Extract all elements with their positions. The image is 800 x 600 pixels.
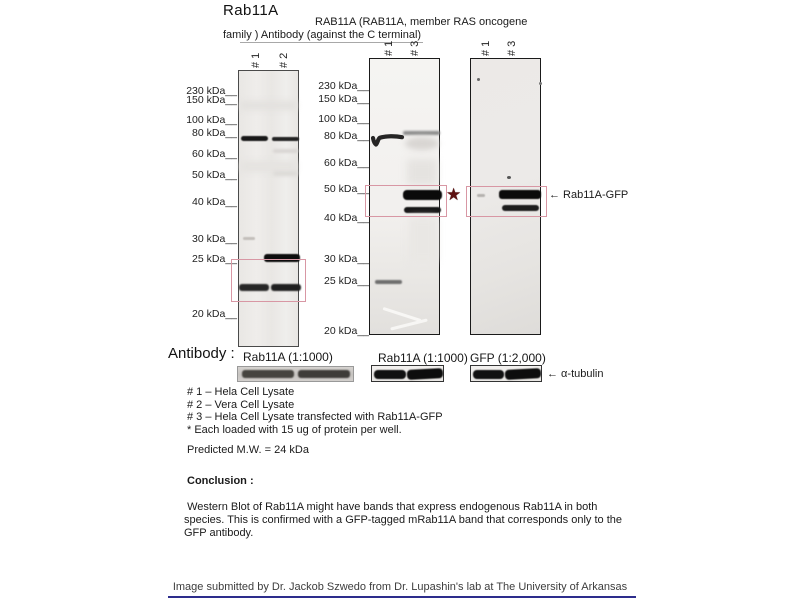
highlight-box-panel3 bbox=[466, 186, 547, 217]
figure-title: Rab11A bbox=[223, 2, 279, 19]
tubulin-blot-panel2 bbox=[371, 365, 444, 382]
legend-line-4: * Each loaded with 15 ug of protein per well. bbox=[187, 423, 402, 436]
tubulin-band bbox=[374, 370, 406, 379]
faint-band-30kda bbox=[243, 237, 255, 240]
legend-line-2: # 2 – Vera Cell Lysate bbox=[187, 398, 295, 411]
legend-line-3: # 3 – Hela Cell Lysate transfected with Rab11A-GFP bbox=[187, 411, 443, 423]
panel2-lane-label-2: # 3 bbox=[409, 40, 421, 56]
mw-marker: 230 kDa__ bbox=[186, 85, 237, 97]
gel-scratch bbox=[390, 318, 428, 330]
antibody-label-panel3: GFP (1:2,000) bbox=[470, 351, 546, 365]
faint-band-25kda-lane1 bbox=[375, 280, 402, 284]
submission-credit: Image submitted by Dr. Jackob Szwedo from Dr. Lupashin's lab at The University of Arkansas bbox=[172, 581, 628, 593]
panel1-lane-label-1: # 1 bbox=[250, 52, 262, 68]
legend-line-1: # 1 – Hela Cell Lysate bbox=[187, 386, 295, 398]
mw-marker: 40 kDa__ bbox=[192, 196, 237, 208]
footer-rule bbox=[168, 596, 636, 598]
panel1-lane-label-2: # 2 bbox=[278, 52, 290, 68]
mw-marker: 80 kDa__ bbox=[192, 127, 237, 139]
tubulin-blot-panel1 bbox=[237, 366, 354, 382]
highlight-box-panel2 bbox=[365, 185, 447, 217]
rab11a-gfp-arrow-label: ← Rab11A-GFP bbox=[549, 189, 629, 201]
mw-marker: 20 kDa__ bbox=[324, 325, 369, 337]
band-80kda-lane1 bbox=[241, 136, 268, 141]
faint-band bbox=[273, 149, 298, 153]
mw-marker: 40 kDa__ bbox=[324, 212, 369, 224]
mw-marker: 150 kDa__ bbox=[186, 94, 237, 106]
mw-marker: 30 kDa__ bbox=[192, 233, 237, 245]
faint-band-87kda-lane3 bbox=[403, 131, 440, 135]
conclusion-heading: Conclusion : bbox=[187, 475, 254, 487]
mw-marker: 100 kDa__ bbox=[186, 114, 237, 126]
figure-subtitle-line1: RAB11A (RAB11A, member RAS oncogene bbox=[315, 16, 528, 28]
mw-marker: 80 kDa__ bbox=[324, 130, 369, 142]
gel-speck bbox=[507, 176, 511, 179]
gel-smudge bbox=[405, 137, 439, 150]
mw-marker: 150 kDa__ bbox=[318, 93, 369, 105]
mw-marker: 25 kDa__ bbox=[192, 253, 237, 265]
gel-smudge bbox=[240, 101, 297, 110]
band-80kda-checkmark bbox=[371, 131, 405, 149]
mw-marker: 20 kDa__ bbox=[192, 308, 237, 320]
gel-speck bbox=[539, 82, 542, 85]
band-80kda-lane2 bbox=[272, 137, 299, 141]
sample-legend bbox=[187, 386, 443, 436]
antibody-row-prefix: Antibody : bbox=[168, 345, 235, 362]
antibody-label-panel1: Rab11A (1:1000) bbox=[243, 350, 333, 364]
predicted-mw-note: Predicted M.W. = 24 kDa bbox=[187, 444, 309, 456]
alpha-tubulin-arrow-label: ← α-tubulin bbox=[547, 368, 604, 380]
mw-marker: 100 kDa__ bbox=[318, 113, 369, 125]
gel-scratch bbox=[383, 307, 422, 322]
tubulin-band bbox=[505, 368, 541, 380]
gel-smudge bbox=[409, 217, 437, 262]
figure-subtitle-line2: family ) Antibody (against the C terminal) bbox=[223, 29, 422, 41]
antibody-label-panel2: Rab11A (1:1000) bbox=[378, 351, 468, 365]
mw-marker: 60 kDa__ bbox=[192, 148, 237, 160]
gel-smudge bbox=[407, 159, 437, 185]
mw-marker: 25 kDa__ bbox=[324, 275, 369, 287]
tubulin-band bbox=[298, 370, 350, 378]
panel2-lane-label-1: # 1 bbox=[383, 40, 395, 56]
tubulin-band bbox=[242, 370, 294, 378]
mw-marker: 50 kDa__ bbox=[324, 183, 369, 195]
gel-panel-1 bbox=[238, 70, 299, 347]
mw-marker: 30 kDa__ bbox=[324, 253, 369, 265]
conclusion-body: Western Blot of Rab11A might have bands that express endogenous Rab11A in both species. This is confirmed with a GFP-tagged mRab11A band that corresponds only to the GFP antibody. bbox=[184, 501, 626, 539]
star-icon: ★ bbox=[446, 185, 462, 204]
mw-marker: 60 kDa__ bbox=[324, 157, 369, 169]
subtitle-underline bbox=[240, 42, 423, 43]
panel3-lane-label-1: # 1 bbox=[480, 40, 492, 56]
faint-band bbox=[273, 171, 298, 176]
tubulin-blot-panel3 bbox=[470, 365, 542, 382]
tubulin-band bbox=[407, 368, 443, 380]
panel3-lane-label-2: # 3 bbox=[506, 40, 518, 56]
gel-speck bbox=[477, 78, 480, 81]
mw-marker: 230 kDa__ bbox=[318, 80, 369, 92]
mw-marker: 50 kDa__ bbox=[192, 169, 237, 181]
highlight-box-panel1 bbox=[231, 259, 306, 302]
tubulin-band bbox=[473, 370, 504, 379]
